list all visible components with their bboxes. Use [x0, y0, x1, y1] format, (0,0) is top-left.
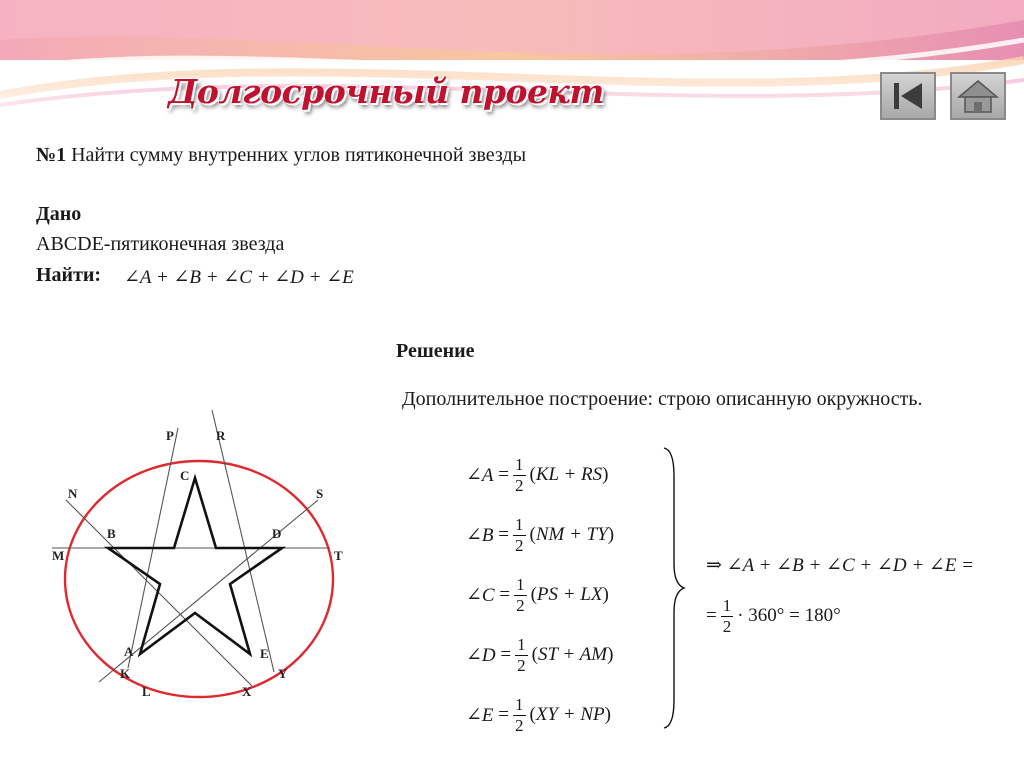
formula-angle-d: ∠D = $\frac{1}{2}$ ( ST + AM )	[466, 634, 614, 675]
given-text: ABCDE-пятиконечная звезда	[36, 233, 285, 255]
label-B: B	[107, 526, 116, 541]
fraction: $\frac{1}{2}$	[515, 454, 524, 495]
formula-lhs: ∠E	[466, 704, 494, 726]
right-brace	[660, 446, 690, 730]
star-abcde	[108, 478, 282, 654]
task-statement	[36, 144, 526, 167]
label-C: C	[180, 468, 190, 483]
label-Y: Y	[278, 666, 288, 681]
formula-lhs: ∠D	[466, 644, 496, 666]
fraction: $\frac{1}{2}$	[515, 514, 524, 555]
solution-label: Решение	[396, 340, 475, 362]
formula-lhs: ∠B	[466, 524, 494, 546]
home-button[interactable]	[950, 72, 1006, 120]
fraction: $\frac{1}{2}$	[516, 574, 525, 615]
formula-arcs: NM + TY	[535, 524, 608, 545]
label-P: P	[166, 428, 174, 443]
task-number: №1	[36, 144, 67, 166]
formula-angle-b: ∠B = $\frac{1}{2}$ ( NM + TY )	[466, 514, 615, 555]
formula-angle-a: ∠A = $\frac{1}{2}$ ( KL + RS )	[466, 454, 609, 495]
fraction: $\frac{1}{2}$	[517, 634, 526, 675]
find-expression: ∠A + ∠B + ∠C + ∠D + ∠E	[124, 267, 354, 288]
find-label: Найти:	[36, 264, 102, 286]
formula-angle-c: ∠C = $\frac{1}{2}$ ( PS + LX )	[466, 574, 609, 615]
formula-lhs: ∠A	[466, 464, 494, 486]
given-label: Дано	[36, 203, 82, 225]
solution-text: Дополнительное построение: строю описанную окружность.	[402, 388, 923, 410]
formula-arcs: PS + LX	[536, 584, 603, 605]
task-text: Найти сумму внутренних углов пятиконечной звезды	[71, 144, 527, 166]
formula-angle-e: ∠E = $\frac{1}{2}$ ( XY + NP )	[466, 694, 611, 735]
label-M: M	[52, 548, 65, 563]
back-to-start-button[interactable]	[880, 72, 936, 120]
home-icon	[952, 74, 1004, 118]
fraction: $\frac{1}{2}$	[515, 694, 524, 735]
formula-arcs: ST + AM	[537, 644, 608, 665]
label-E: E	[260, 646, 269, 661]
back-to-start-icon	[882, 74, 934, 118]
formula-arcs: KL + RS	[535, 464, 603, 485]
formula-lhs: ∠C	[466, 584, 495, 606]
result-line-1: ⇒ ∠A + ∠B + ∠C + ∠D + ∠E =	[706, 555, 974, 576]
label-D: D	[272, 526, 282, 541]
label-K: K	[120, 666, 131, 681]
fraction: $\frac{1}{2}$	[722, 595, 732, 636]
result-line-2	[706, 590, 841, 642]
star-figure	[44, 404, 364, 704]
label-X: X	[242, 684, 252, 699]
circumscribed-circle	[65, 461, 333, 697]
label-S: S	[316, 486, 324, 501]
line-NX	[66, 500, 252, 686]
page-title: Долгосрочный проект	[168, 72, 604, 111]
formula-arcs: XY + NP	[535, 704, 605, 725]
label-T: T	[334, 548, 343, 563]
label-N: N	[68, 486, 78, 501]
label-L: L	[142, 684, 151, 699]
result-value: · 360° = 180°	[737, 605, 841, 626]
result-equals: =	[706, 605, 717, 626]
label-R: R	[216, 428, 226, 443]
label-A: A	[124, 644, 134, 659]
